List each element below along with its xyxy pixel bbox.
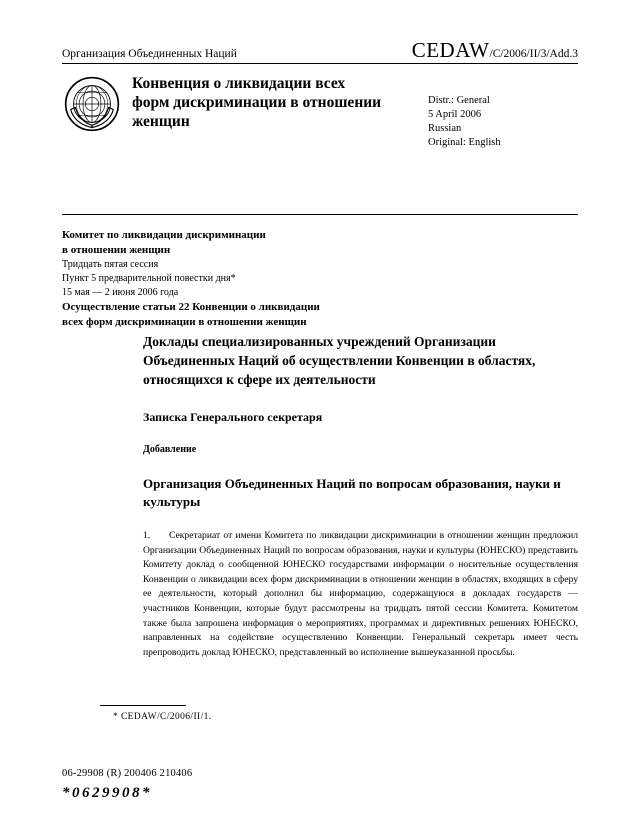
page-title: Доклады специализированных учреждений Организации Объединенных Наций об осуществлении Конвенции в областях, относящихся к сфере их деятельности <box>143 334 536 387</box>
footnote-text: CEDAW/C/2006/II/1. <box>120 712 212 722</box>
header-rule-bottom <box>62 214 578 215</box>
paragraph-text: Секретариат от имени Комитета по ликвидации дискриминации в отношении женщин предложил Организации Объединенных Наций по вопросам образования, науки и культуры (ЮНЕСКО) представить Комитету доклад о сообщенной ЮНЕСКО государствами информации о носительные осуществления Конвенции о ликвидации всех форм дискриминации в отношении женщин в областях, входящих в сферу ее деятельности, который дополнил бы информацию, содержащуюся в докладах государств — участников Конвенции, которые будут рассмотрены на тридцать пятой сессии Комитета. Комитетом также была запрошена информация о мероприятиях, программах и директивных решениях ЮНЕСКО, направленных на содействие осуществлению Конвенции. Генеральный секретарь имеет честь препроводить доклад ЮНЕСКО, представленный во исполнение вышеуказанной просьбы. <box>143 530 578 658</box>
organization-name: Организация Объединенных Наций <box>62 48 237 60</box>
distribution-line-3: Russian <box>428 123 462 134</box>
distribution-line-2: 5 April 2006 <box>428 109 482 120</box>
document-symbol-prefix: CEDAW <box>411 38 490 62</box>
convention-title-block <box>132 72 428 150</box>
document-symbol-suffix: /C/2006/II/3/Add.3 <box>489 48 578 60</box>
distribution-block <box>428 72 578 150</box>
committee-name-line-2: в отношении женщин <box>62 244 171 256</box>
main-content <box>143 332 578 660</box>
footnote <box>113 712 212 722</box>
note-by-secretary-general: Записка Генерального секретаря <box>143 410 323 424</box>
footnote-marker: * <box>113 712 119 722</box>
body-paragraph <box>143 529 578 660</box>
article-implementation-line-2: всех форм дискриминации в отношении женщин <box>62 316 307 328</box>
session-dates: 15 мая — 2 июня 2006 года <box>62 287 179 298</box>
committee-name-line-1: Комитет по ликвидации дискриминации <box>62 229 266 241</box>
masthead <box>62 38 578 150</box>
header-rule-top <box>62 63 578 64</box>
addendum-label: Добавление <box>143 444 197 455</box>
session-number: Тридцать пятая сессия <box>62 259 159 270</box>
footnote-separator <box>100 705 186 706</box>
un-emblem-icon <box>64 76 120 132</box>
agenda-item: Пункт 5 предварительной повестки дня* <box>62 273 236 284</box>
convention-title: Конвенция о ликвидации всех форм дискриминации в отношении женщин <box>132 75 382 130</box>
committee-block <box>62 228 578 330</box>
barcode-text: *0629908* <box>62 785 152 801</box>
article-implementation-line-1: Осуществление статьи 22 Конвенции о ликвидации <box>62 301 320 313</box>
agency-name: Организация Объединенных Наций по вопросам образования, науки и культуры <box>143 476 561 509</box>
distribution-line-4: Original: English <box>428 137 501 148</box>
document-symbol <box>411 38 578 62</box>
distribution-line-1: Distr.: General <box>428 95 490 106</box>
header-body <box>62 72 578 150</box>
masthead-top-row <box>62 38 578 62</box>
paragraph-number: 1. <box>143 530 151 541</box>
job-number: 06-29908 (R) 200406 210406 <box>62 768 193 779</box>
